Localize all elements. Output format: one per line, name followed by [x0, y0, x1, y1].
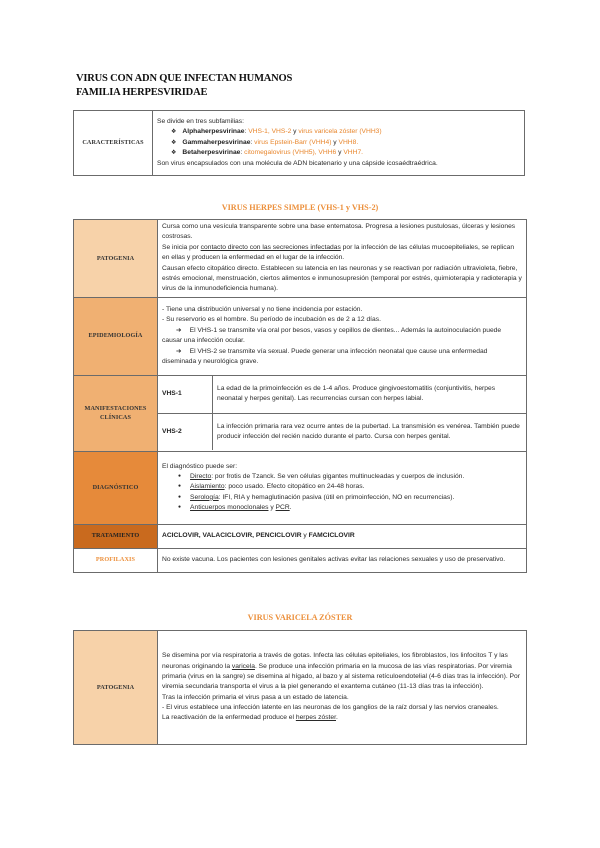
patogenia-label: PATOGENIA: [74, 220, 158, 298]
vhs1-key: VHS-1: [158, 376, 213, 413]
manifestaciones-content: [158, 375, 527, 451]
subfamily-item: ❖ Alphaherpesvirinae: VHS-1, VHS-2 y virus varicela zóster (VHH3): [157, 127, 520, 137]
diagnostico-list: [162, 472, 522, 514]
list-item: ● Aislamiento: poco usado. Efecto citopático en 24-48 horas.: [162, 482, 522, 492]
subfamily-item: ❖ Betaherpesvirinae: citomegalovirus (VHH5), VHH6 y VHH7.: [157, 148, 520, 158]
section-heading-vhs: VIRUS HERPES SIMPLE (VHS-1 y VHS-2): [221, 203, 379, 212]
section-heading-vvz: VIRUS VARICELA ZÓSTER: [247, 613, 353, 622]
vhs2-value: La infección primaria rara vez ocurre antes de la pubertad. La transmisión es venérea. También puede producir infección del recién nacido durante el parto. Cursa con herpes genital.: [217, 422, 520, 440]
caracteristicas-intro: Se divide en tres subfamilias:: [157, 118, 244, 126]
transmission-list: [162, 326, 522, 368]
list-item: ➔ El VHS-1 se transmite vía oral por besos, vasos y cepillos de dientes... Además la autoinoculación puede causar una infección ocular.: [162, 326, 522, 347]
list-item: ➔ El VHS-2 se transmite vía sexual. Puede generar una infección neonatal que cause una enfermedad diseminada y neurológica grave.: [162, 347, 522, 368]
diagnostico-label: DIAGNÓSTICO: [74, 451, 158, 524]
profilaxis-label: PROFILAXIS: [74, 548, 158, 572]
caracteristicas-outro: Son virus encapsulados con una molécula de ADN bicatenario y una cápside icosaédtraédrica.: [157, 159, 438, 167]
doc-title: VIRUS CON ADN QUE INFECTAN HUMANOS: [76, 73, 293, 84]
vvz-patogenia-label: PATOGENIA: [74, 631, 158, 745]
subfamily-item: ❖ Gammaherpesvirinae: virus Epstein-Barr (VHH4) y VHH8.: [157, 138, 520, 148]
caracteristicas-label: CARACTERÍSTICAS: [74, 111, 153, 176]
vhs1-value: La edad de la primoinfección es de 1-4 años. Produce gingivoestomatitis (conjuntivitis, herpes neonatal y herpes genital). Las recurrencias cursan con herpes labial.: [213, 376, 527, 413]
tratamiento-content: ACICLOVIR, VALACICLOVIR, PENCICLOVIR y FAMCICLOVIR: [158, 524, 527, 548]
vvz-patogenia-content: Se disemina por vía respiratoria a través de gotas. Infecta las células epiteliales, los fibroblastos, los linfocitos T y las neuronas originando la varicela. Se produce una infección primaria en la mucosa de las vías respiratorias. Por viremia primaria (virus en la sangre) se disemina al hígado, al bazo y al sistema retículoendotelial (4-6 días tras la infección). Por viremia secundaria transporta el virus a la piel generando el exantema cutáneo (11-13 días tras la infección). Tras la infección primaria el virus pasa a un estado de latencia. - El virus establece una infección latente en las neuronas de los ganglios de la raíz dorsal y las nervios craneales. La reactivación de la enfermedad produce el herpes zóster.: [158, 631, 527, 745]
patogenia-content: Cursa como una vesícula transparente sobre una base entematosa. Progresa a lesiones pustulosas, úlceras y lesiones costrosas. Se inicia por contacto directo con las secreciones infectadas por la infección de las células mucoepiteliales, se replican en ellas y producen la enfermedad en el lugar de la infección. Causan efecto citopático directo. Establecen su latencia en las neuronas y se reactivan por radiación ultravioleta, fiebre, estrés emocional, menstruación, ciertos alimentos e inmunosupresión (temporal por estrés, quimioterapia y radioterapia y virus de la inmunodeficiencia humana).: [158, 220, 527, 298]
profilaxis-content: No existe vacuna. Los pacientes con lesiones genitales activas evitar las relaciones sexuales y uso de preservativo.: [158, 548, 527, 572]
epidemiologia-content: - Tiene una distribución universal y no tiene incidencia por estación. - Su reservorio es el hombre. Su período de incubación es de 2 a 12 días. ➔ El VHS-1 se transmite vía oral por besos, vasos y cepillos de dientes... Además la autoinoculación puede causar una infección ocular. ➔ El VHS-2 se transmite vía sexual. Puede generar una infección neonatal que cause una enfermedad diseminada y neurológica grave.: [158, 297, 527, 375]
caracteristicas-table: [73, 110, 525, 176]
list-item: ● Directo: por frotis de Tzanck. Se ven células gigantes multinucleadas y cuerpos de inclusión.: [162, 472, 522, 482]
epidemiologia-label: EPIDEMIOLOGÍA: [74, 297, 158, 375]
doc-subtitle: FAMILIA HERPESVIRIDAE: [76, 87, 208, 98]
caracteristicas-content: [153, 111, 525, 176]
vhs-table: [73, 219, 527, 573]
subfamily-list: [157, 127, 520, 158]
list-item: ● Serología: IFI, RIA y hemaglutinación pasiva (útil en primoinfección, NO en recurrencias).: [162, 493, 522, 503]
list-item: ● Anticuerpos monoclonales y PCR.: [162, 503, 522, 513]
manifestaciones-label: MANIFESTACIONES CLÍNICAS: [74, 375, 158, 451]
diagnostico-content: El diagnóstico puede ser: ● Directo: por frotis de Tzanck. Se ven células gigantes multinucleadas y cuerpos de inclusión. ● Aislamiento: poco usado. Efecto citopático en 24-48 horas. ● Serología: IFI, RIA y hemaglutinación pasiva (útil en primoinfección, NO en recurrencias). ● Anticuerpos monoclonales y PCR.: [158, 451, 527, 524]
vhs2-key: VHS-2: [158, 413, 213, 450]
vvz-table: [73, 630, 527, 745]
tratamiento-label: TRATAMIENTO: [74, 524, 158, 548]
